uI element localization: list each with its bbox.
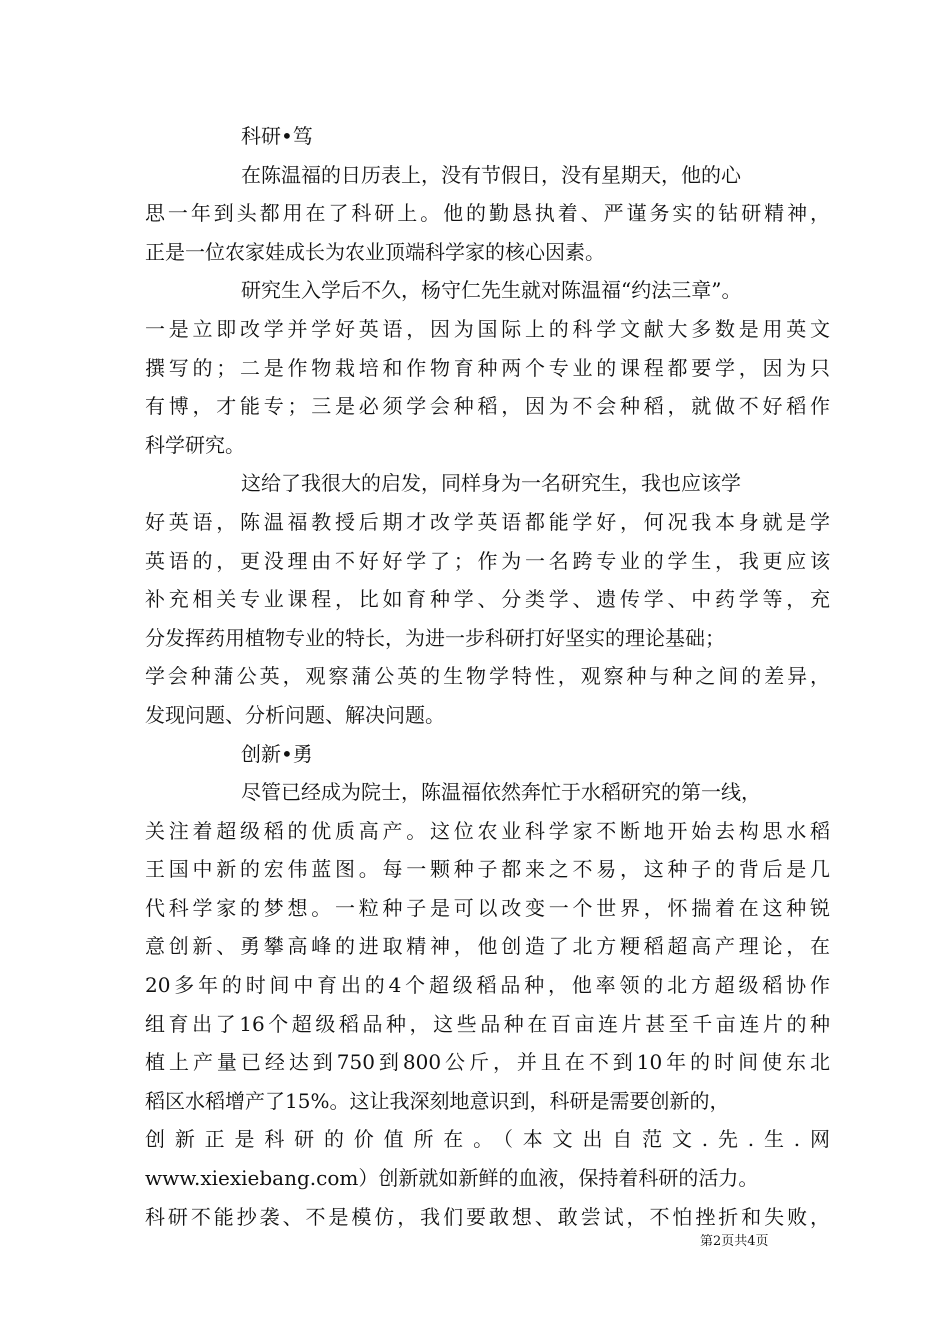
text-line: 好英语，陈温福教授后期才改学英语都能学好，何况我本身就是学 (145, 509, 830, 534)
section-heading: 创新•勇 (241, 741, 313, 766)
text-line: 英语的，更没理由不好好学了；作为一名跨专业的学生，我更应该 (145, 548, 830, 573)
text-line: 王国中新的宏伟蓝图。每一颗种子都来之不易，这种子的背后是几 (145, 857, 830, 882)
text-line: 补充相关专业课程，比如育种学、分类学、遗传学、中药学等，充 (145, 587, 830, 612)
text-line: 创新正是科研的价值所在。（本文出自范文.先.生.网 (145, 1127, 830, 1152)
text-line: 一是立即改学并学好英语，因为国际上的科学文献大多数是用英文 (145, 316, 830, 341)
text-line: 撰写的；二是作物栽培和作物育种两个专业的课程都要学，因为只 (145, 355, 830, 380)
text-line: 意创新、勇攀高峰的进取精神，他创造了北方粳稻超高产理论，在 (145, 934, 830, 959)
text-line: 在陈温福的日历表上，没有节假日，没有星期天，他的心 (241, 162, 741, 187)
text-line: 20多年的时间中育出的4个超级稻品种，他率领的北方超级稻协作 (145, 973, 830, 998)
text-line: 植上产量已经达到750到800公斤，并且在不到10年的时间使东北 (145, 1050, 830, 1075)
text-line: 研究生入学后不久，杨守仁先生就对陈温福“约法三章”。 (241, 278, 742, 303)
text-line: 学会种蒲公英，观察蒲公英的生物学特性，观察种与种之间的差异， (145, 664, 830, 689)
text-line: 尽管已经成为院士，陈温福依然奔忙于水稻研究的第一线， (241, 780, 761, 805)
text-line: 有博，才能专；三是必须学会种稻，因为不会种稻，就做不好稻作 (145, 394, 830, 419)
page-number-footer: 第2页共4页 (700, 1234, 769, 1249)
section-heading: 科研•笃 (241, 124, 313, 148)
text-line: 代科学家的梦想。一粒种子是可以改变一个世界，怀揣着在这种锐 (145, 895, 830, 920)
text-line: 正是一位农家娃成长为农业顶端科学家的核心因素。 (145, 239, 605, 264)
text-line: 科研不能抄袭、不是模仿，我们要敢想、敢尝试，不怕挫折和失败， (145, 1204, 830, 1229)
text-line: www.xiexiebang.com）创新就如新鲜的血液，保持着科研的活力。 (145, 1166, 759, 1191)
text-line: 稻区水稻增产了15%。这让我深刻地意识到，科研是需要创新的， (145, 1088, 730, 1113)
document-body (145, 117, 830, 1236)
text-line: 这给了我很大的启发，同样身为一名研究生，我也应该学 (241, 471, 741, 496)
text-line: 思一年到头都用在了科研上。他的勤恳执着、严谨务实的钻研精神， (145, 201, 830, 226)
text-line: 科学研究。 (145, 432, 245, 457)
text-line: 关注着超级稻的优质高产。这位农业科学家不断地开始去构思水稻 (145, 818, 830, 843)
text-line: 分发挥药用植物专业的特长，为进一步科研打好坚实的理论基础； (145, 625, 725, 650)
text-line: 组育出了16个超级稻品种，这些品种在百亩连片甚至千亩连片的种 (145, 1011, 830, 1036)
text-line: 发现问题、分析问题、解决问题。 (145, 702, 445, 727)
